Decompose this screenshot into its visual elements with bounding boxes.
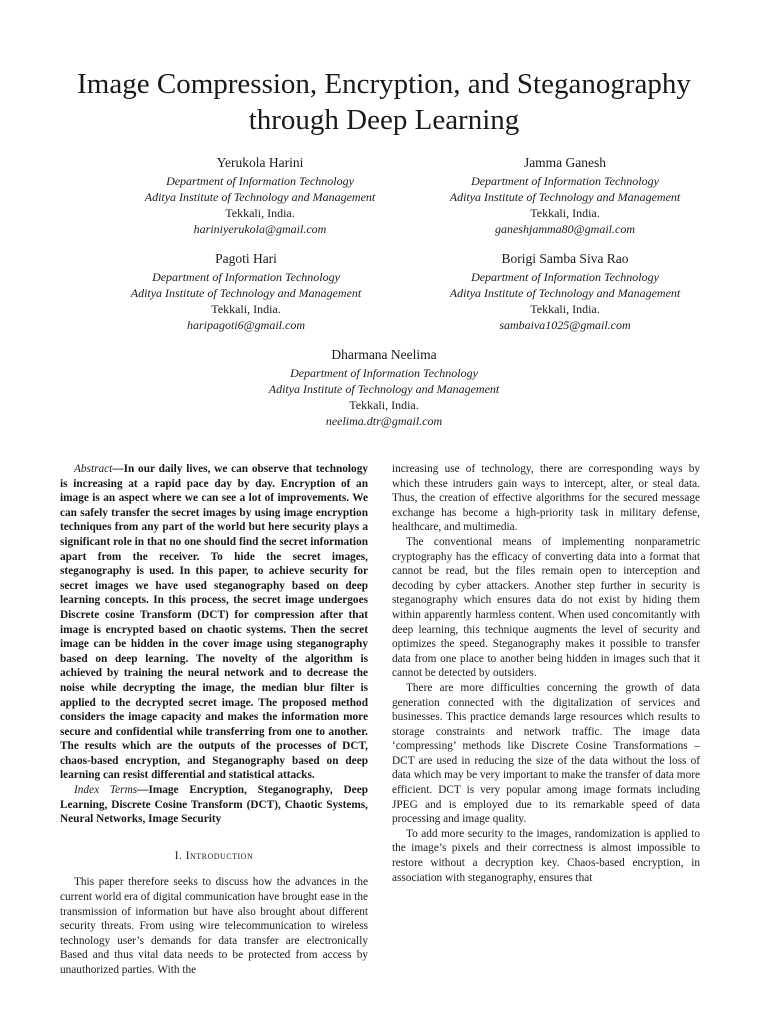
paragraph-continued: increasing use of technology, there are corresponding ways by which these intruders gain ways to intercept, alter, or steal data. Thus, the creation of effective algorithms for the secured message exchange has become a high-priority task in military defense, healthcare, and multimedia. bbox=[392, 463, 700, 534]
paragraph-intro-1: This paper therefore seeks to discuss how the advances in the current world era of digital communication have brought ease in the transmission of information but have also brought about different security threats. From using wire telecommunication to wireless technology user’s demands for data transfer are electronically Based and thus vital data needs to be protected from access by unauthorized parties. With the bbox=[60, 876, 368, 976]
paragraph-cryptography: The conventional means of implementing nonparametric cryptography has the efficacy of converting data into a format that cannot be read, but the files remain open to interception and decoding by cyber attackers. Another step further in security is steganography which ensures data do not exist by hiding them within apparently harmless content. When used concomitantly with deep learning, this technique augments the level of security and optimizes the speed. Steganography makes it possible to transfer data from one place to another being hidden in images such that it cannot be detected by outsiders. bbox=[392, 535, 700, 680]
author-email: hariniyerukola@gmail.com bbox=[193, 222, 327, 236]
author-location: Tekkali, India. bbox=[211, 302, 281, 316]
author-institution: Aditya Institute of Technology and Management bbox=[144, 190, 376, 204]
left-column bbox=[60, 462, 368, 978]
paper-title bbox=[0, 66, 768, 138]
author-department: Department of Information Technology bbox=[290, 366, 478, 380]
index-terms bbox=[60, 783, 368, 827]
abstract-dash: — bbox=[112, 463, 124, 475]
right-column bbox=[392, 462, 700, 885]
title-line-2: through Deep Learning bbox=[248, 104, 520, 136]
section-title: Introduction bbox=[185, 849, 254, 862]
author-email: neelima.dtr@gmail.com bbox=[325, 414, 443, 428]
author-location: Tekkali, India. bbox=[530, 206, 600, 220]
author-department: Department of Information Technology bbox=[471, 270, 659, 284]
author-name: Dharmana Neelima bbox=[331, 347, 437, 362]
author-location: Tekkali, India. bbox=[530, 302, 600, 316]
author-name: Pagoti Hari bbox=[215, 251, 277, 266]
abstract-body: In our daily lives, we can observe that technology is increasing at a rapid pace day by day. Encryption of an image is an aspect where we can see a lot of improvements. We can safely transfer the secret images by using image encryption techniques from any part of the world but here security plays a significant role in that no one should find the secret information apart from the receiver. To hide the secret images, steganography is used. In this paper, to achieve security for secret images we have used steganography based on deep learning concepts. In this process, the secret image undergoes Discrete cosine Transform (DCT) for compression after that image is encrypted based on chaotic systems. Then the secret image can be hidden in the cover image using steganography based on deep learning. The novelty of the algorithm is achieved by training the neural network and to decrease the noise while decrypting the image, the median blur filter is applied to the decrypted secret image. The proposed method considers the image capacity and makes the information more secure and confidential while transferring from one to another. The results which are the outputs of the processes of DCT, chaos-based encryption, and Steganography based on deep learning can resist differential and statistical attacks. bbox=[60, 463, 368, 782]
author-institution: Aditya Institute of Technology and Management bbox=[268, 382, 500, 396]
index-terms-body: Image Encryption, Steganography, Deep Learning, Discrete Cosine Transform (DCT), Chaotic Systems, Neural Networks, Image Security bbox=[60, 784, 368, 826]
paragraph-data-growth: There are more difficulties concerning the growth of data generation connected with the digitalization of services and businesses. This practice demands large resources which results to storage constraints and network traffic. The image data ‘compressing’ methods like Discrete Cosine Transformations – DCT are used in reducing the size of the data without the loss of data which may be very important to make the transfer of data more efficient. DCT is very popular among image formats including JPEG and is employed due to its remarkable speed of data processing and image quality. bbox=[392, 681, 700, 826]
author-block-4 bbox=[390, 250, 740, 333]
author-institution: Aditya Institute of Technology and Management bbox=[130, 286, 362, 300]
title-line-1: Image Compression, Encryption, and Steganography bbox=[77, 68, 691, 100]
author-institution: Aditya Institute of Technology and Management bbox=[449, 190, 681, 204]
index-terms-dash: — bbox=[137, 784, 149, 797]
author-block-3 bbox=[66, 250, 426, 333]
paragraph-randomization: To add more security to the images, randomization is applied to the image’s pixels and their correctness is almost impossible to restore without a decryption key. Chaos-based encryption, in association with steganography, ensures that bbox=[392, 827, 700, 884]
author-email: ganeshjamma80@gmail.com bbox=[494, 222, 636, 236]
author-name: Yerukola Harini bbox=[216, 155, 304, 170]
section-numeral: I. bbox=[174, 849, 186, 862]
index-terms-label: Index Terms bbox=[74, 784, 138, 797]
abstract bbox=[60, 462, 368, 783]
author-department: Department of Information Technology bbox=[471, 174, 659, 188]
author-location: Tekkali, India. bbox=[225, 206, 295, 220]
author-name: Borigi Samba Siva Rao bbox=[501, 251, 629, 266]
author-department: Department of Information Technology bbox=[166, 174, 354, 188]
author-location: Tekkali, India. bbox=[349, 398, 419, 412]
author-block-5 bbox=[184, 346, 584, 429]
abstract-label: Abstract bbox=[74, 463, 113, 475]
author-block-2 bbox=[390, 154, 740, 237]
author-name: Jamma Ganesh bbox=[523, 155, 607, 170]
author-department: Department of Information Technology bbox=[152, 270, 340, 284]
author-block-1 bbox=[80, 154, 440, 237]
author-email: sambaiva1025@gmail.com bbox=[499, 318, 631, 332]
author-institution: Aditya Institute of Technology and Management bbox=[449, 286, 681, 300]
author-email: haripagoti6@gmail.com bbox=[186, 318, 306, 332]
section-heading-introduction bbox=[60, 849, 368, 864]
